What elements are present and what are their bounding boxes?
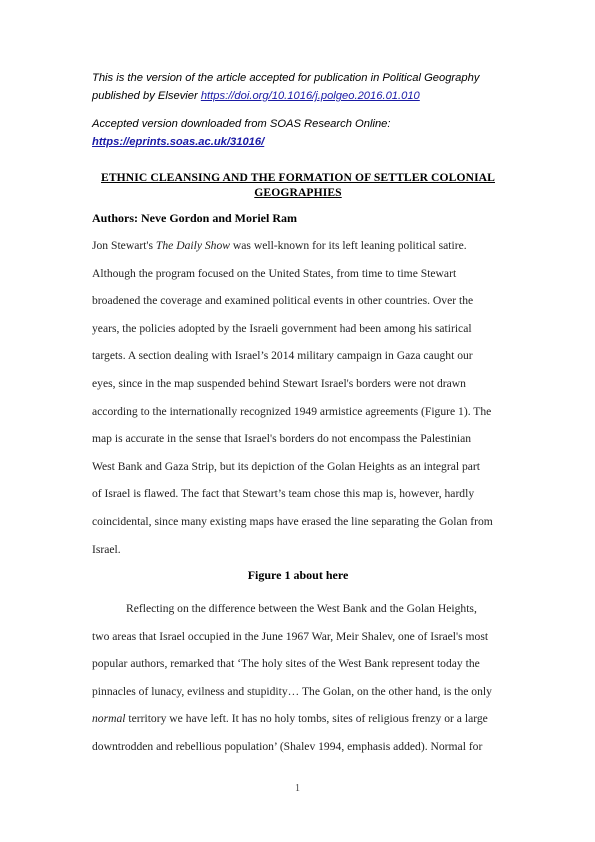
text-line: pinnacles of lunacy, evilness and stupidity… The Golan, on the other hand, is the only (92, 684, 492, 698)
text-line: West Bank and Gaza Strip, but its depiction of the Golan Heights as an integral part (92, 459, 481, 473)
text-line: downtrodden and rebellious population’ (Shalev 1994, emphasis added). Normal for (92, 739, 483, 753)
doi-link[interactable]: https://doi.org/10.1016/j.polgeo.2016.01.010 (200, 90, 420, 102)
text-line: map is accurate in the sense that Israel's borders do not encompass the Palestinian (92, 432, 472, 446)
paragraph-2 (92, 595, 504, 761)
text-line: Although the program focused on the United States, from time to time Stewart (92, 266, 457, 280)
text-line: years, the policies adopted by the Israeli government had been among his satirical (92, 321, 472, 335)
text-span: territory we have left. It has no holy tombs, sites of religious frenzy or a large (125, 712, 488, 726)
paragraph-1 (92, 232, 504, 563)
text-line: broadened the coverage and examined political events in other countries. Over the (92, 294, 474, 308)
text-line (92, 232, 504, 260)
notice-line-2 (92, 87, 522, 105)
text-line: targets. A section dealing with Israel’s 2014 military campaign in Gaza caught our (92, 349, 473, 363)
show-title-italic: The Daily Show (155, 239, 230, 252)
figure-placeholder: Figure 1 about here (247, 568, 349, 582)
text-line: according to the internationally recognized 1949 armistice agreements (Figure 1). The (92, 404, 492, 418)
text-line: Israel. (92, 542, 121, 556)
authors: Authors: Neve Gordon and Moriel Ram (92, 211, 297, 225)
article-title (92, 170, 504, 200)
text-line: coincidental, since many existing maps have erased the line separating the Golan from (92, 514, 493, 528)
publication-notice (92, 69, 522, 105)
notice-line-3: Accepted version downloaded from SOAS Research Online: (92, 118, 391, 130)
emphasis-italic: normal (92, 712, 126, 726)
title-line-1: ETHNIC CLEANSING AND THE FORMATION OF SETTLER COLONIAL (101, 171, 495, 184)
text-line (92, 705, 504, 733)
text-line: eyes, since in the map suspended behind Stewart Israel's borders were not drawn (92, 376, 466, 390)
title-line-2: GEOGRAPHIES (254, 186, 342, 199)
notice-prefix: published by Elsevier (92, 90, 201, 102)
text-line: popular authors, remarked that ‘The holy sites of the West Bank represent today the (92, 657, 480, 671)
text-line: Reflecting on the difference between the West Bank and the Golan Heights, (126, 602, 477, 615)
eprints-link[interactable]: https://eprints.soas.ac.uk/31016/ (92, 136, 265, 148)
text-line: of Israel is flawed. The fact that Stewart’s team chose this map is, however, hardly (92, 487, 475, 501)
text-span: was well-known for its left leaning political satire. (230, 239, 467, 252)
text-line: two areas that Israel occupied in the June 1967 War, Meir Shalev, one of Israel's most (92, 629, 489, 643)
page-number: 1 (295, 783, 300, 794)
notice-line-1: This is the version of the article accepted for publication in Political Geography (92, 72, 480, 84)
text-span: Jon Stewart's (92, 239, 156, 252)
download-notice (92, 115, 522, 151)
